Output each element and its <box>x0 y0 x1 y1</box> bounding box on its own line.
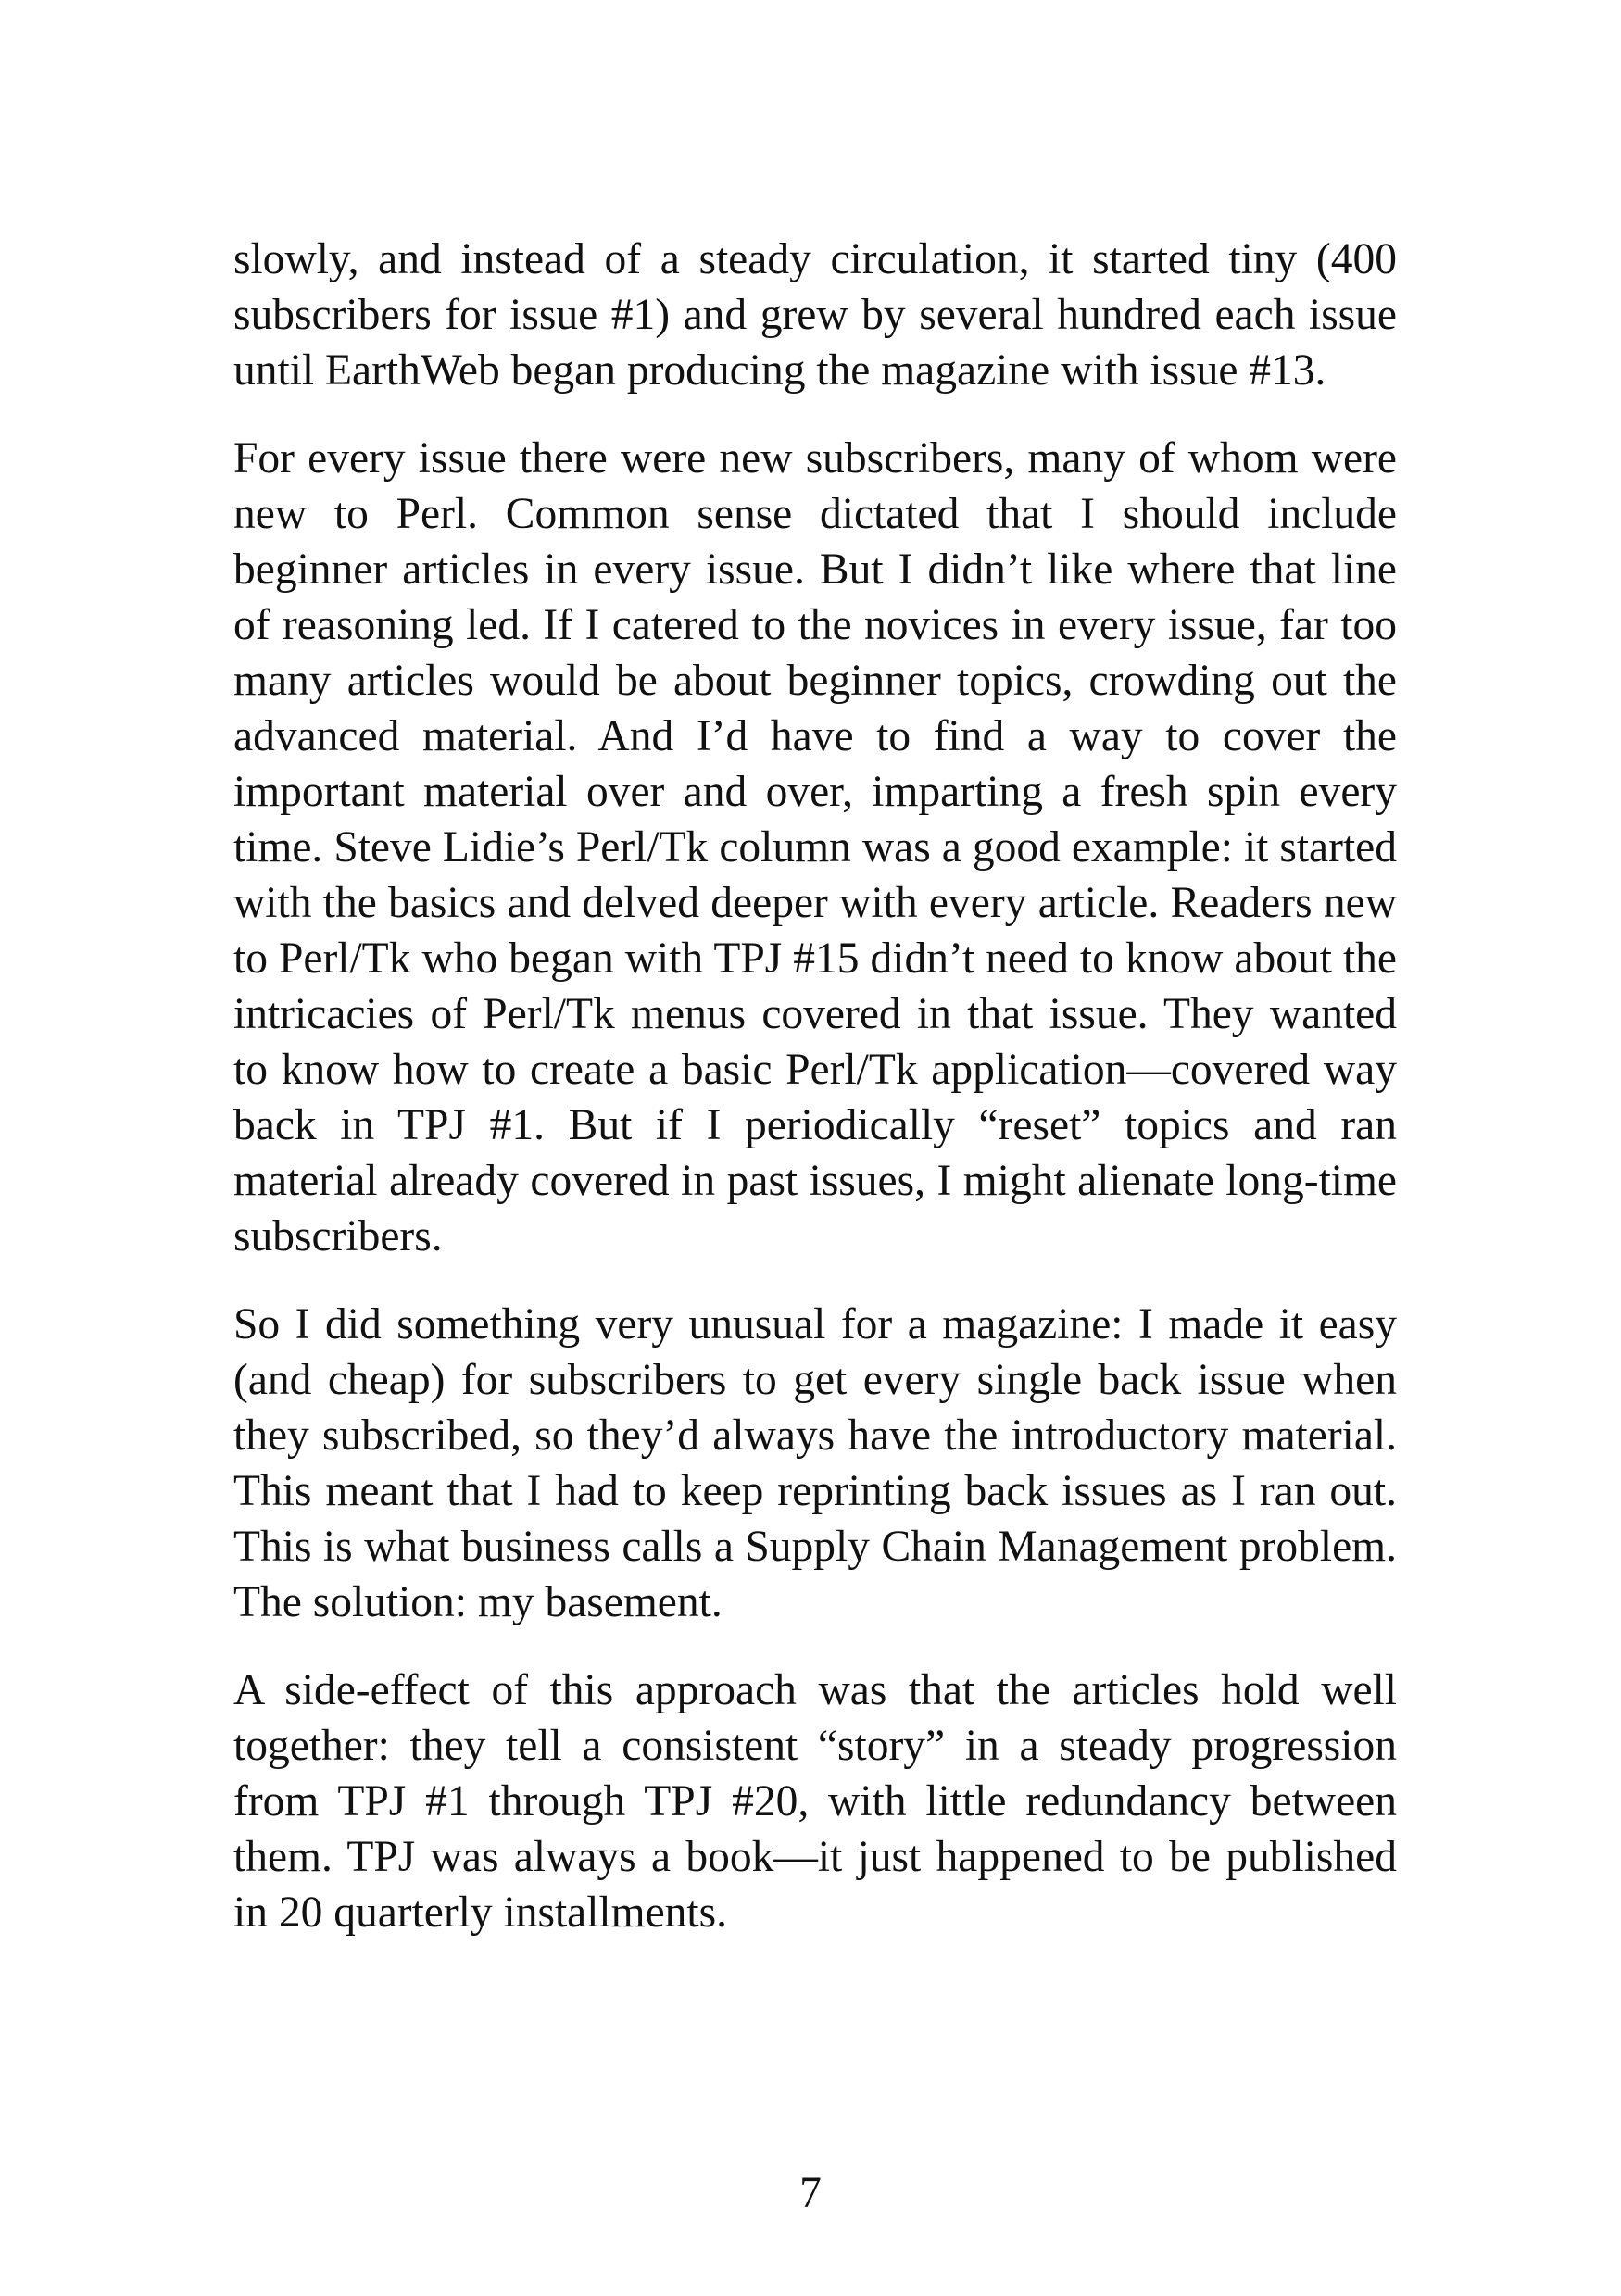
page-number: 7 <box>799 2169 822 2217</box>
paragraph-2: For every issue there were new subscribers, many of whom were new to Perl. Common sense dictated that I should include beginner articles in every issue. But I didn’t like where that line of reasoning led. If I catered to the novices in every issue, far too many articles would be about beginner topics, crowding out the advanced material. And I’d have to find a way to cover the important material over and over, imparting a fresh spin every time. Steve Lidie’s Perl/Tk column was a good example: it started with the basics and delved deeper with every article. Readers new to Perl/Tk who began with TPJ #15 didn’t need to know about the intricacies of Perl/Tk menus covered in that issue. They wanted to know how to create a basic Perl/Tk application—covered way back in TPJ #1. But if I periodically “reset” topics and ran material already covered in past issues, I might alienate long-time subscribers. <box>233 434 1397 1261</box>
paragraph-1: slowly, and instead of a steady circulation, it started tiny (400 subscribers for issue #1) and grew by several hundred each issue until EarthWeb began producing the magazine with issue #13. <box>233 235 1397 395</box>
paragraph-4: A side-effect of this approach was that the articles hold well together: they tell a consistent “story” in a steady progression from TPJ #1 through TPJ #20, with little redundancy between them. TPJ was always a book—it just happened to be published in 20 quarterly installments. <box>233 1666 1397 1937</box>
body-text <box>233 232 1397 1973</box>
paragraph-3: So I did something very unusual for a magazine: I made it easy (and cheap) for subscribers to get every single back issue when they subscribed, so they’d always have the introductory material. This meant that I had to keep reprinting back issues as I ran out. This is what business calls a Supply Chain Management problem. The solution: my basement. <box>233 1300 1397 1626</box>
